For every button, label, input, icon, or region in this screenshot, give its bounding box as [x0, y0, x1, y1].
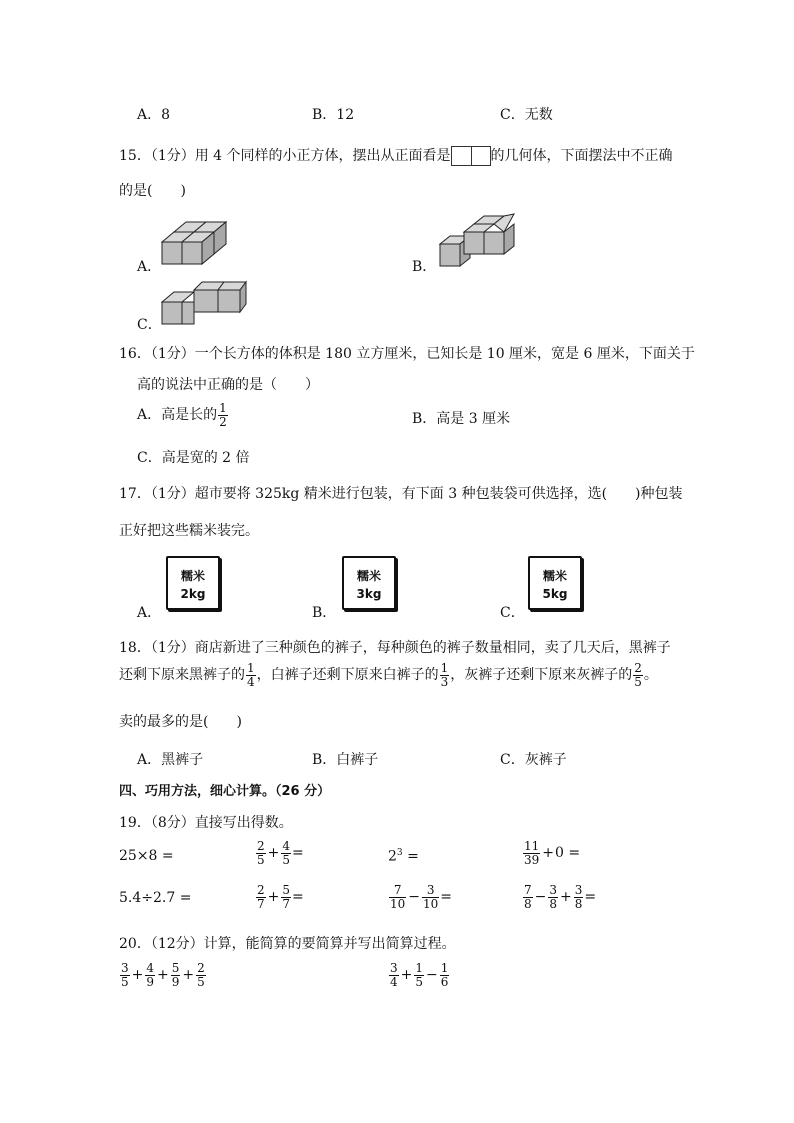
q15-figure-a: [160, 220, 230, 266]
fraction: $\frac{1}{3}$: [440, 661, 449, 689]
q16-option-b[interactable]: B．高是 3 厘米: [412, 411, 511, 427]
q19-expr-5: 5.4÷2.7 =: [119, 890, 192, 906]
q18-option-a[interactable]: A．黑裤子: [137, 752, 204, 768]
section-heading: 四、巧用方法，细心计算。（26 分）: [119, 784, 331, 799]
q15-stem: 15．（1分）用 4 个同样的小正方体，摆出从正面看是 的几何体，下面摆法中不正确: [119, 148, 673, 164]
q15-option-b[interactable]: B．: [412, 259, 437, 275]
q16-stem-line2: 高的说法中正确的是（ ）: [137, 377, 319, 393]
q19-expr-6: $\frac{2}{7}$ + $\frac{5}{7}$ =: [257, 883, 304, 911]
rice-bag-2kg: 糯米 2kg: [166, 556, 220, 610]
q20-expr-2: $\frac{3}{4}$ + $\frac{1}{5}$ − $\frac{1}{6}$: [390, 961, 449, 989]
fraction: $\frac{1}{4}$: [247, 661, 255, 689]
q19-expr-8: $\frac{7}{8}$ − $\frac{3}{8}$ + $\frac{3}{8}$ =: [524, 883, 597, 911]
q14-option-c[interactable]: C．无数: [500, 107, 553, 123]
q16-stem: 16．（1分）一个长方体的体积是 180 立方厘米，已知长是 10 厘米，宽是 6 厘米，下面关于: [119, 346, 695, 362]
q17-stem-line2: 正好把这些糯米装完。: [119, 523, 259, 539]
rice-bag-5kg: 糯米 5kg: [528, 556, 582, 610]
q19-expr-4: $\frac{11}{39}$ +0 =: [524, 839, 581, 867]
q17-option-a[interactable]: A．: [137, 605, 162, 621]
fraction: $\frac{2}{5}$: [634, 661, 642, 689]
q15-option-a[interactable]: A．: [137, 259, 162, 275]
q16-option-a[interactable]: A．高是长的 $\frac{1}{2}$: [137, 401, 227, 429]
q19-title: 19．（8分）直接写出得数。: [119, 815, 293, 831]
q20-expr-1: $\frac{3}{5}$ + $\frac{4}{9}$ + $\frac{5}{9}$ + $\frac{2}{5}$: [121, 961, 205, 989]
front-view-figure: [451, 146, 491, 166]
fraction: $\frac{1}{2}$: [219, 401, 227, 429]
q20-title: 20．（12分）计算，能简算的要简算并写出简算过程。: [119, 936, 456, 952]
rice-bag-3kg: 糯米 3kg: [342, 556, 396, 610]
q17-stem: 17．（1分）超市要将 325kg 精米进行包装，有下面 3 种包装袋可供选择，选( )种包装: [119, 486, 683, 502]
q18-option-c[interactable]: C．灰裤子: [500, 752, 567, 768]
q18-stem-line3: 卖的最多的是( ): [119, 714, 242, 730]
q19-expr-1: 25×8 =: [119, 848, 174, 864]
q18-stem-line2: 还剩下原来黑裤子的 $\frac{1}{4}$ ，白裤子还剩下原来白裤子的 $\frac{1}{3}$ ，灰裤子还剩下原来灰裤子的 $\frac{2}{5}$ 。: [119, 661, 658, 689]
q19-expr-2: $\frac{2}{5}$ + $\frac{4}{5}$ =: [257, 839, 304, 867]
q16-option-c[interactable]: C．高是宽的 2 倍: [137, 450, 250, 466]
q15-stem-line2: 的是( ): [119, 183, 186, 199]
q18-option-b[interactable]: B．白裤子: [312, 752, 379, 768]
q15-figure-c: [160, 278, 250, 326]
q15-option-c[interactable]: C．: [137, 317, 162, 333]
q14-option-b[interactable]: B．12: [312, 107, 355, 123]
q17-option-c[interactable]: C．: [500, 605, 525, 621]
q18-stem: 18．（1分）商店新进了三种颜色的裤子，每种颜色的裤子数量相同，卖了几天后，黑裤子: [119, 640, 671, 656]
q19-expr-7: $\frac{7}{10}$ − $\frac{3}{10}$ =: [390, 883, 453, 911]
q15-figure-b: [438, 212, 518, 268]
q19-expr-3: $2^3$ =: [388, 848, 419, 865]
q17-option-b[interactable]: B．: [312, 605, 337, 621]
q14-option-a[interactable]: A．8: [137, 107, 171, 123]
